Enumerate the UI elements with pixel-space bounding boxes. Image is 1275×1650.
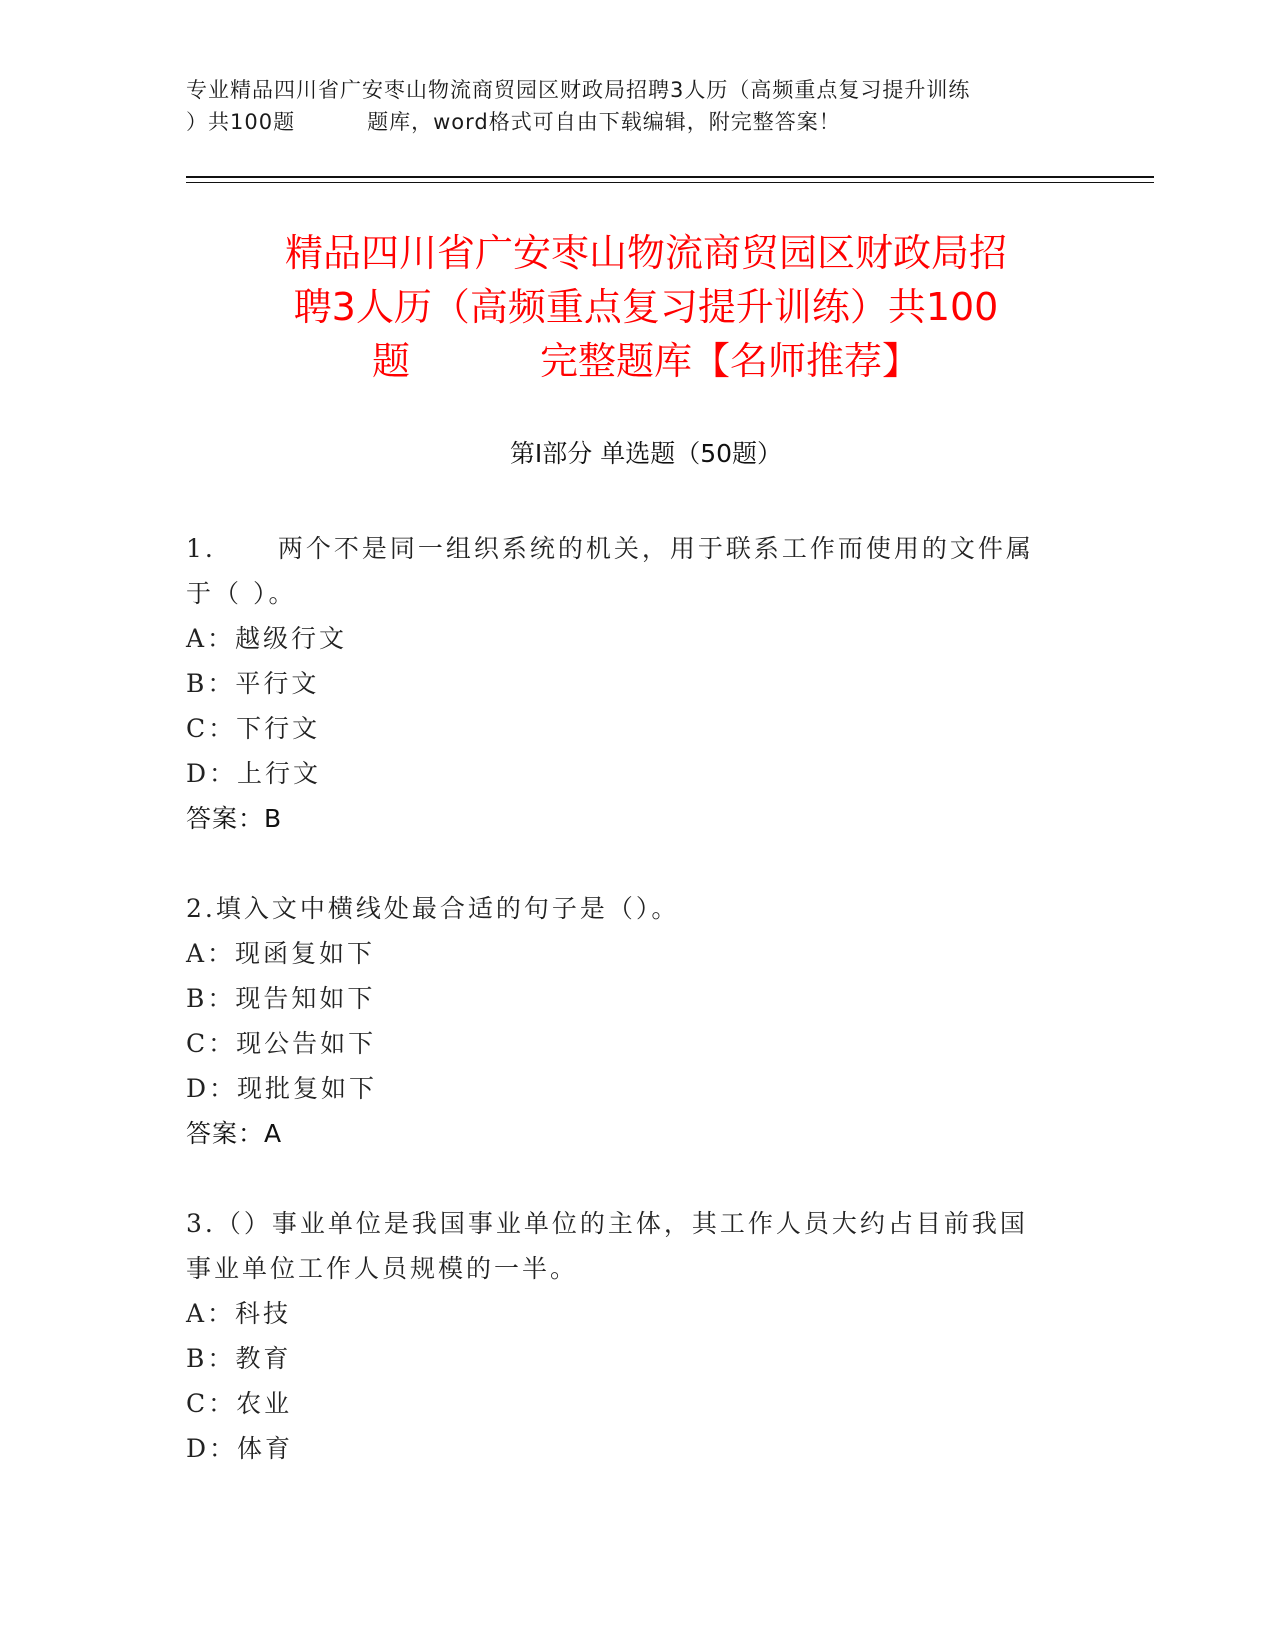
header-line-2 — [186, 106, 1091, 138]
question-stem-line-1: 两个不是同一组织系统的机关，用于联系工作而使用的文件属 — [277, 534, 1034, 563]
header-line-1: 专业精品四川省广安枣山物流商贸园区财政局招聘3人历（高频重点复习提升训练 — [186, 78, 971, 102]
document-title — [186, 226, 1106, 388]
title-line-1: 精品四川省广安枣山物流商贸园区财政局招 — [284, 231, 1007, 275]
question-list — [186, 526, 1066, 1471]
option-d: D：上行文 — [186, 759, 322, 788]
question-stem-line-2: 于（ ）。 — [186, 579, 297, 608]
title-line-3-end: 完整题库【名师推荐】 — [540, 339, 921, 383]
header-rule-thick — [186, 176, 1154, 178]
title-line-3 — [186, 334, 1106, 388]
question-stem-line-2: 事业单位工作人员规模的一半。 — [186, 1254, 579, 1283]
answer: 答案：B — [186, 804, 283, 833]
header-line-2-end: 题库，word格式可自由下载编辑，附完整答案！ — [367, 110, 841, 134]
option-c: C：下行文 — [186, 714, 321, 743]
option-b: B：平行文 — [186, 669, 320, 698]
option-d: D：体育 — [186, 1434, 294, 1463]
question-stem-line-1: 2.填入文中横线处最合适的句子是（）。 — [186, 894, 680, 923]
option-a: A：现函复如下 — [186, 939, 376, 968]
header-line-2-start: ）共100题 — [186, 110, 296, 134]
question-number: 1. — [186, 534, 216, 563]
title-line-3-start: 题 — [371, 339, 410, 383]
option-c: C：现公告如下 — [186, 1029, 377, 1058]
page-header — [186, 74, 1091, 138]
answer: 答案：A — [186, 1119, 283, 1148]
question-stem-line-1: 3.（）事业单位是我国事业单位的主体，其工作人员大约占目前我国 — [186, 1209, 1028, 1238]
option-d: D：现批复如下 — [186, 1074, 378, 1103]
question-2 — [186, 886, 1066, 1201]
section-title: 第Ⅰ部分 单选题（50题） — [509, 439, 783, 468]
option-b: B：教育 — [186, 1344, 292, 1373]
option-c: C：农业 — [186, 1389, 293, 1418]
option-a: A：越级行文 — [186, 624, 348, 653]
title-line-2: 聘3人历（高频重点复习提升训练）共100 — [293, 285, 999, 329]
question-stem — [186, 526, 1066, 571]
question-1 — [186, 526, 1066, 886]
option-a: A：科技 — [186, 1299, 292, 1328]
header-rule-thin — [186, 182, 1154, 183]
option-b: B：现告知如下 — [186, 984, 376, 1013]
question-3 — [186, 1201, 1066, 1471]
